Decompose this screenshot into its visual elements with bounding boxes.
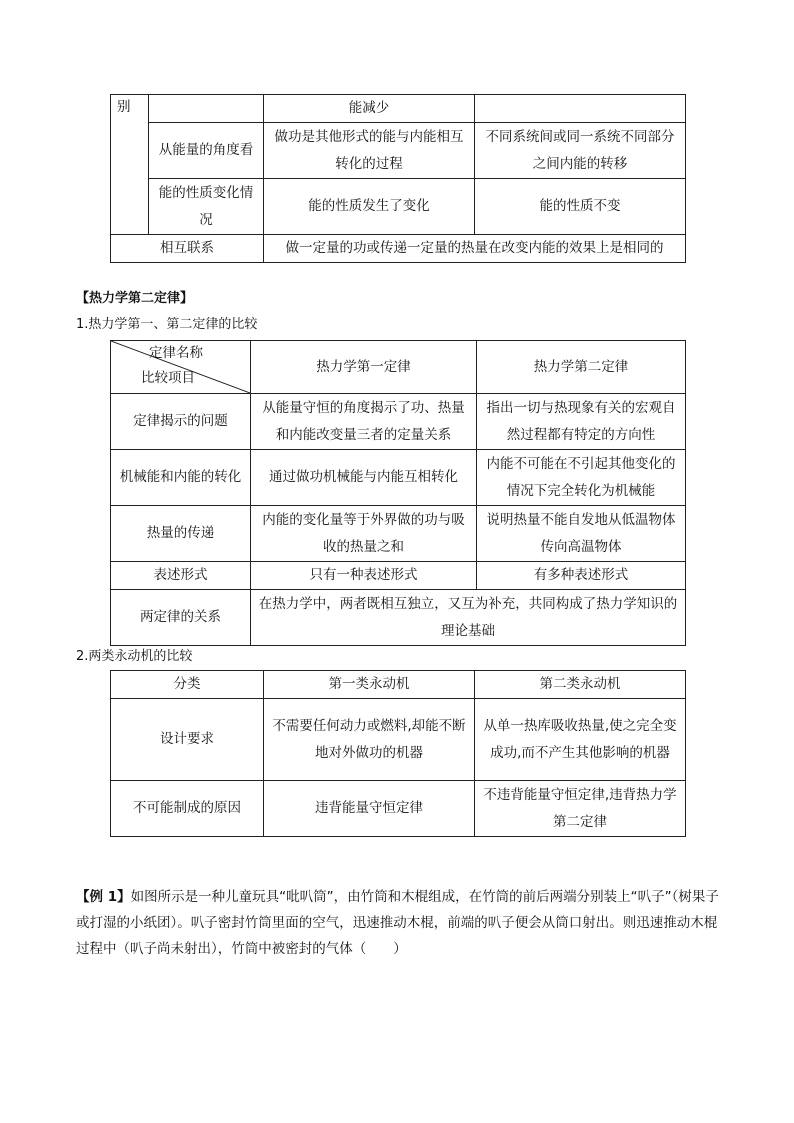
table-cell: 不需要任何动力或燃料,却能不断地对外做功的机器: [264, 699, 475, 781]
table-cell: 违背能量守恒定律: [264, 781, 475, 837]
table-cell: 能的性质变化情况: [149, 179, 264, 235]
comparison-table-continued: [110, 94, 686, 263]
header-compare-item: 比较项目: [141, 370, 195, 386]
table-cell: 两定律的关系: [111, 590, 251, 646]
subsection-title: 1.热力学第一、第二定律的比较: [76, 317, 258, 332]
table-cell: 机械能和内能的转化: [111, 450, 251, 506]
table-cell: 有多种表述形式: [477, 562, 686, 590]
table-cell: 能减少: [264, 95, 475, 123]
table-cell: 内能不可能在不引起其他变化的情况下完全转化为机械能: [477, 450, 686, 506]
subsection-title: 2.两类永动机的比较: [76, 649, 193, 664]
row-category-cell: 别: [111, 95, 149, 235]
example-text: 如图所示是一种儿童玩具“吡叭筒”，由竹筒和木棍组成，在竹筒的前后两端分别装上“叭子”（树果子或打湿的小纸团）。叭子密封竹筒里面的空气，迅速推动木棍，前端的叭子便会从筒口射出。则迅速推动木棍过程中（叭子尚未射出），竹筒中被密封的气体（ ）: [76, 889, 719, 957]
header-cell: 第一类永动机: [264, 671, 475, 699]
empty-cell: [475, 95, 686, 123]
table-cell: 通过做功机械能与内能互相转化: [251, 450, 477, 506]
table-row: [111, 123, 686, 179]
table-cell: 不违背能量守恒定律,违背热力学第二定律: [475, 781, 686, 837]
table-cell: 不可能制成的原因: [111, 781, 264, 837]
perpetual-motion-table: [110, 670, 686, 837]
table-cell: 热量的传递: [111, 506, 251, 562]
diagonal-header-cell: [111, 341, 251, 394]
table-row: [111, 179, 686, 235]
laws-comparison-table: [110, 340, 686, 646]
table-cell: 做功是其他形式的能与内能相互转化的过程: [264, 123, 475, 179]
table-cell: 定律揭示的问题: [111, 394, 251, 450]
table-cell: 做一定量的功或传递一定量的热量在改变内能的效果上是相同的: [264, 235, 686, 263]
header-cell: 分类: [111, 671, 264, 699]
table-cell: 说明热量不能自发地从低温物体传向高温物体: [477, 506, 686, 562]
table-cell: 从能量的角度看: [149, 123, 264, 179]
section-title: 【热力学第二定律】: [76, 291, 194, 306]
example-paragraph: [76, 884, 726, 962]
table-cell: 指出一切与热现象有关的宏观自然过程都有特定的方向性: [477, 394, 686, 450]
example-label: 【例 1】: [76, 889, 131, 905]
table-cell: 从能量守恒的角度揭示了功、热量和内能改变量三者的定量关系: [251, 394, 477, 450]
table-cell: 从单一热库吸收热量,使之完全变成功,而不产生其他影响的机器: [475, 699, 686, 781]
table-cell: 相互联系: [111, 235, 264, 263]
table-header-row: [111, 341, 686, 394]
table-row: [111, 506, 686, 562]
table-row: [111, 235, 686, 263]
table-row: [111, 562, 686, 590]
table-row: [111, 394, 686, 450]
table-header-row: [111, 671, 686, 699]
table-cell: 能的性质不变: [475, 179, 686, 235]
table-row: [111, 699, 686, 781]
table-cell: 只有一种表述形式: [251, 562, 477, 590]
table-row: [111, 590, 686, 646]
table-cell: 在热力学中，两者既相互独立，又互为补充，共同构成了热力学知识的理论基础: [251, 590, 686, 646]
table-cell: 能的性质发生了变化: [264, 179, 475, 235]
header-cell: 热力学第二定律: [477, 341, 686, 394]
empty-cell: [149, 95, 264, 123]
table-row: [111, 450, 686, 506]
header-cell: 第二类永动机: [475, 671, 686, 699]
table-cell: 不同系统间或同一系统不同部分之间内能的转移: [475, 123, 686, 179]
table-row: [111, 95, 686, 123]
table-cell: 设计要求: [111, 699, 264, 781]
table-cell: 表述形式: [111, 562, 251, 590]
table-cell: 内能的变化量等于外界做的功与吸收的热量之和: [251, 506, 477, 562]
table-row: [111, 781, 686, 837]
header-cell: 热力学第一定律: [251, 341, 477, 394]
header-law-name: 定律名称: [149, 345, 203, 361]
